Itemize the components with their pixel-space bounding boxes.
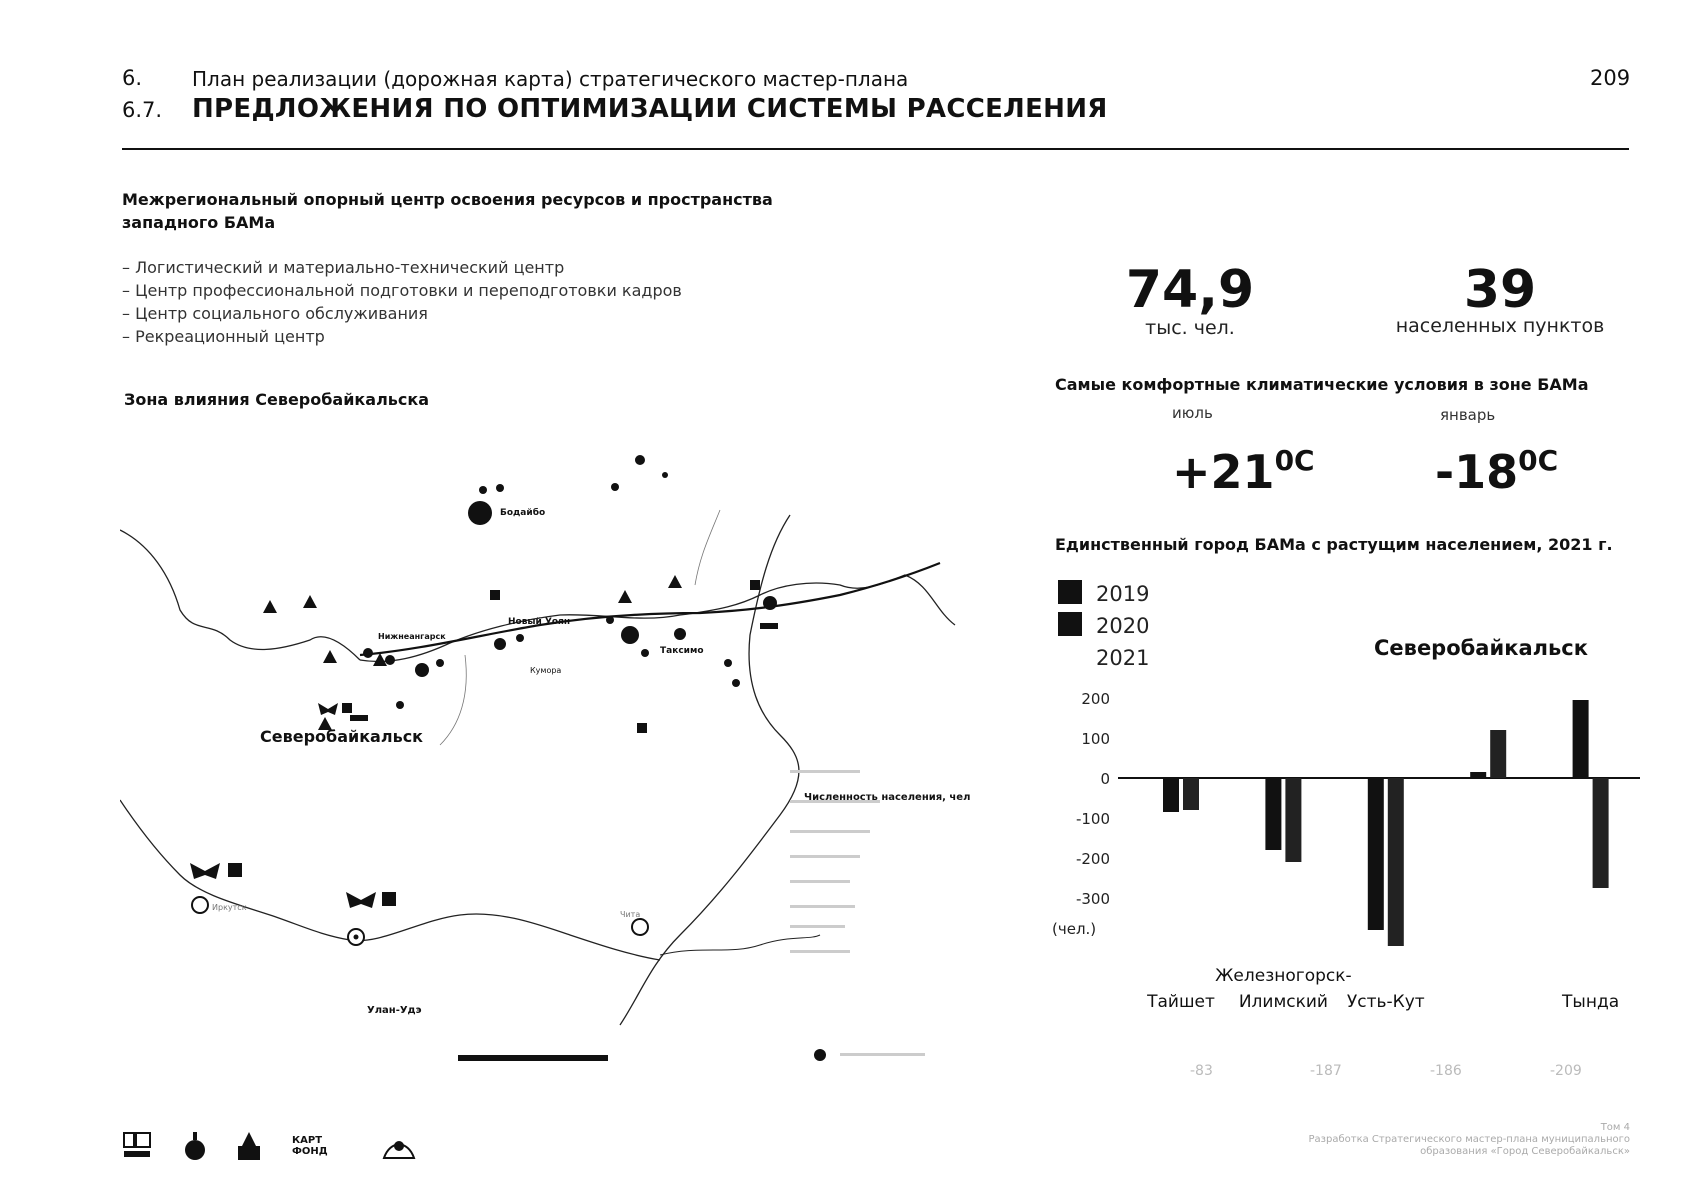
bar-2019: [1573, 700, 1589, 778]
bar-2019: [1163, 778, 1179, 812]
header-divider: [122, 148, 1629, 150]
logo-kartfond: КАРТ ФОНД: [292, 1135, 328, 1157]
january-label: январь: [1440, 406, 1496, 424]
category-label: Железногорск-: [1215, 966, 1352, 986]
settlements-caption: населенных пунктов: [1395, 315, 1605, 337]
temperature-unit: 0С: [1518, 444, 1559, 477]
footer-note-line: образования «Город Северобайкальск»: [1420, 1146, 1630, 1157]
temperature-unit: 0С: [1274, 444, 1315, 477]
logo-3: [236, 1130, 262, 1162]
bullet-item: – Логистический и материально-технический центр: [122, 258, 565, 277]
map-main-city: Северобайкальск: [260, 727, 424, 746]
january-value: -18: [1435, 445, 1519, 499]
intro-heading: [122, 188, 773, 234]
bullet-item: – Рекреационный центр: [122, 327, 325, 346]
chart-highlight-label: Северобайкальск: [1374, 636, 1588, 660]
map-title: Зона влияния Северобайкальска: [124, 390, 430, 409]
footer-note-line: Разработка Стратегического мастер-плана муниципального: [1308, 1134, 1630, 1145]
map-label: Бодайбо: [500, 508, 546, 518]
category-label: Тында: [1562, 992, 1620, 1012]
section-number: 6.: [122, 66, 143, 90]
population-caption: тыс. чел.: [1145, 317, 1235, 339]
map-label: Куморa: [530, 666, 562, 675]
map-legend-title: Численность населения, чел: [804, 792, 971, 803]
legend-swatch: [1058, 644, 1082, 668]
page-number: 209: [1590, 66, 1631, 90]
july-value: +21: [1172, 445, 1275, 499]
bullet-item: – Центр профессиональной подготовки и переподготовки кадров: [122, 281, 682, 300]
category-label: Тайшет: [1147, 992, 1215, 1012]
footer-logos: [122, 1130, 416, 1162]
footer-value: -209: [1550, 1063, 1582, 1079]
chart-legend: [1058, 578, 1149, 674]
section-title: План реализации (дорожная карта) стратегического мастер-плана: [192, 67, 909, 91]
map-label: Чита: [620, 910, 641, 919]
bar-2020: [1183, 778, 1199, 810]
category-label: Илимский: [1238, 992, 1328, 1012]
legend-swatch: [1058, 612, 1082, 636]
legend-item-2019: [1058, 578, 1149, 610]
intro-heading-line1: Межрегиональный опорный центр освоения ресурсов и пространства: [122, 190, 773, 209]
map-label: Улан-Удэ: [367, 1005, 422, 1016]
climate-heading: Самые комфортные климатические условия в зоне БАМа: [1055, 375, 1589, 394]
y-tick-label: 100: [1081, 730, 1110, 748]
population-change-chart: [1050, 680, 1640, 1020]
january-temperature: [1435, 444, 1558, 499]
settlements-value: 39: [1463, 260, 1537, 320]
y-tick-label: -200: [1075, 850, 1110, 868]
y-tick-label: 200: [1081, 690, 1110, 708]
settlement-map: [120, 435, 1030, 1085]
footer-note-line: Том 4: [1600, 1122, 1630, 1133]
footer-note: [1170, 1122, 1630, 1158]
footer-value: -186: [1430, 1063, 1462, 1079]
subsection-number: 6.7.: [122, 98, 163, 122]
legend-label: 2021: [1096, 646, 1150, 670]
bar-2019: [1368, 778, 1384, 930]
logo-2: [184, 1130, 206, 1162]
bar-2020: [1490, 730, 1506, 778]
footer-value: -83: [1190, 1063, 1213, 1079]
legend-item-2021: [1058, 642, 1149, 674]
category-label: Усть-Кут: [1346, 992, 1425, 1012]
logo-5: [382, 1130, 416, 1162]
bar-2020: [1388, 778, 1404, 946]
y-unit-label: (чел.): [1052, 920, 1097, 938]
chart-footer-values: [1050, 1063, 1640, 1085]
bar-2020: [1285, 778, 1301, 862]
legend-label: 2019: [1096, 582, 1150, 606]
july-label: июль: [1172, 404, 1213, 422]
chart-title: Единственный город БАМа с растущим населением, 2021 г.: [1055, 535, 1613, 554]
map-label: Новый Уоян: [508, 617, 571, 627]
map-label: Иркутск: [212, 903, 247, 912]
bar-2020: [1593, 778, 1609, 888]
bullet-item: – Центр социального обслуживания: [122, 304, 428, 323]
y-tick-label: -100: [1075, 810, 1110, 828]
bar-2019: [1470, 772, 1486, 778]
july-temperature: [1172, 444, 1315, 499]
map-label: Таксимо: [660, 646, 704, 656]
legend-item-2020: [1058, 610, 1149, 642]
legend-swatch: [1058, 580, 1082, 604]
legend-label: 2020: [1096, 614, 1150, 638]
footer-value: -187: [1310, 1063, 1342, 1079]
bar-2019: [1265, 778, 1281, 850]
intro-heading-line2: западного БАМа: [122, 213, 276, 232]
subsection-title: ПРЕДЛОЖЕНИЯ ПО ОПТИМИЗАЦИИ СИСТЕМЫ РАССЕЛЕНИЯ: [192, 94, 1108, 124]
logo-1: [122, 1131, 154, 1161]
population-value: 74,9: [1125, 260, 1255, 320]
y-tick-label: -300: [1075, 890, 1110, 908]
y-tick-label: 0: [1100, 770, 1110, 788]
intro-bullets: [122, 256, 682, 348]
map-label: Нижнеангарск: [378, 632, 446, 641]
